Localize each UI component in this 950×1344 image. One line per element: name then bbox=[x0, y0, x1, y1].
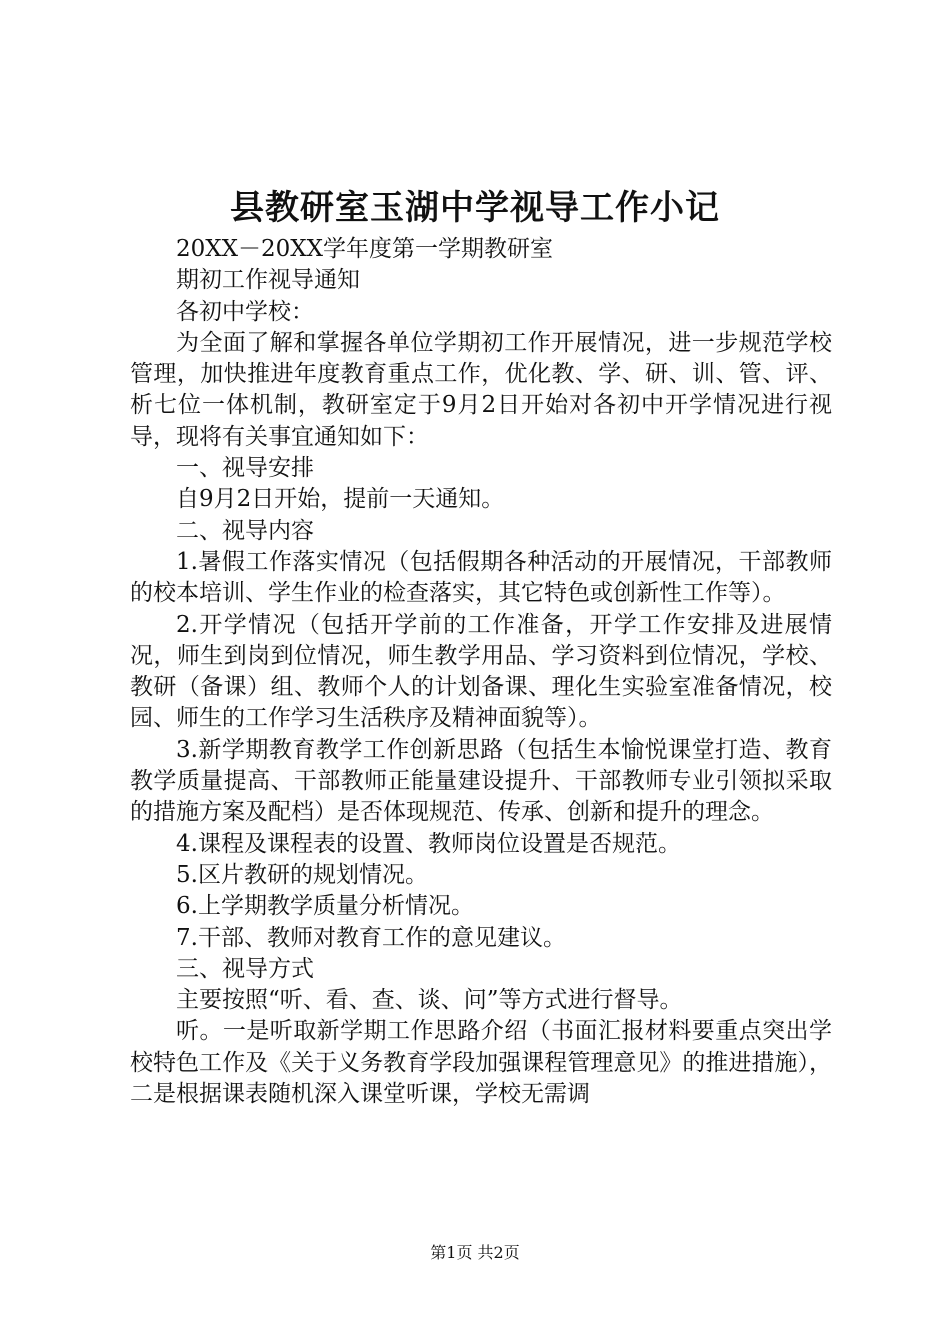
section-heading: 三、视导方式 bbox=[176, 955, 314, 982]
paragraph: 听。一是听取新学期工作思路介绍（书面汇报材料要重点突出学校特色工作及《关于义务教育学段加强课程管理意见》的推进措施），二是根据课表随机深入课堂听课，学校无需调 bbox=[130, 1018, 832, 1108]
list-item: 5.区片教研的规划情况。 bbox=[176, 861, 428, 888]
list-item: 2.开学情况（包括开学前的工作准备，开学工作安排及进展情况，师生到岗到位情况，师生教学用品、学习资料到位情况，学校、教研（备课）组、教师个人的计划备课、理化生实验室准备情况，校园、师生的工作学习生活秩序及精神面貌等）。 bbox=[130, 611, 832, 732]
section-heading: 一、视导安排 bbox=[176, 455, 314, 482]
list-item: 1.暑假工作落实情况（包括假期各种活动的开展情况，干部教师的校本培训、学生作业的检查落实，其它特色或创新性工作等）。 bbox=[130, 548, 832, 607]
section-heading: 二、视导内容 bbox=[176, 517, 314, 544]
paragraph: 自9月2日开始，提前一天通知。 bbox=[176, 486, 505, 513]
paragraph: 期初工作视导通知 bbox=[176, 267, 360, 294]
paragraph: 各初中学校： bbox=[176, 298, 314, 325]
page-number-footer: 第1页 共2页 bbox=[430, 1243, 520, 1262]
paragraph: 20XX－20XX学年度第一学期教研室 bbox=[176, 236, 554, 262]
list-item: 4.课程及课程表的设置、教师岗位设置是否规范。 bbox=[176, 830, 681, 857]
list-item: 6.上学期教学质量分析情况。 bbox=[176, 893, 474, 920]
document-title: 县教研室玉湖中学视导工作小记 bbox=[230, 188, 720, 228]
paragraph: 主要按照“听、看、查、谈、问”等方式进行督导。 bbox=[176, 987, 683, 1014]
list-item: 3.新学期教育教学工作创新思路（包括生本愉悦课堂打造、教育教学质量提高、干部教师正能量建设提升、干部教师专业引领拟采取的措施方案及配档）是否体现规范、传承、创新和提升的理念。 bbox=[130, 736, 832, 826]
document-body bbox=[130, 234, 832, 1110]
paragraph: 为全面了解和掌握各单位学期初工作开展情况，进一步规范学校管理，加快推进年度教育重点工作，优化教、学、研、训、管、评、析七位一体机制，教研室定于9月2日开始对各初中开学情况进行视导，现将有关事宜通知如下： bbox=[130, 329, 832, 450]
list-item: 7.干部、教师对教育工作的意见建议。 bbox=[176, 924, 566, 951]
